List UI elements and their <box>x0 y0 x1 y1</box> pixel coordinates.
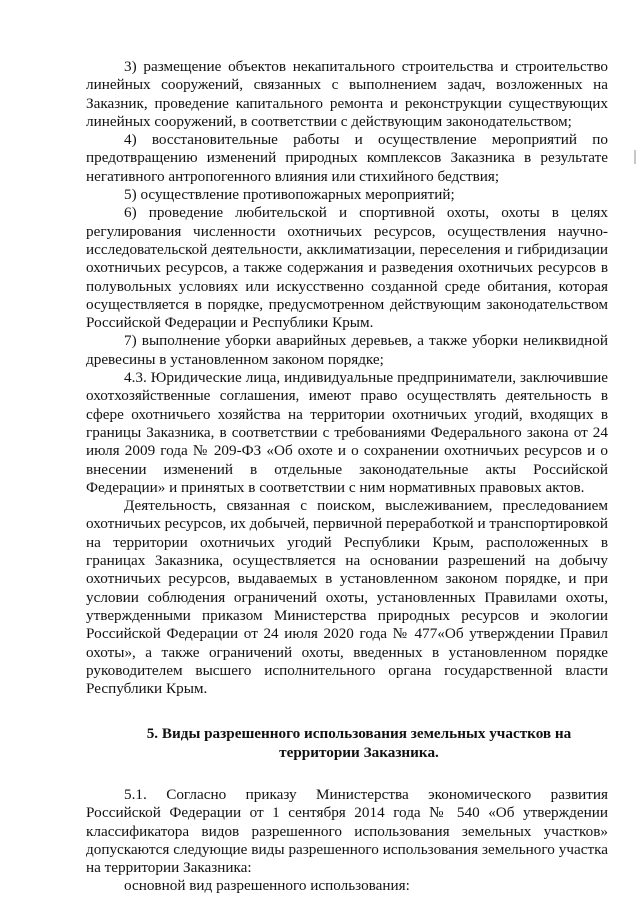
paragraph-hunting-activity: Деятельность, связанная с поиском, выслеживанием, преследованием охотничьих ресурсов, их добычей, первичной переработкой и транспортировкой на территории охотничьих угодий Республики Крым, расположенных в границах Заказника, осуществляется на основании разрешений на добычу охотничьих ресурсов, выдаваемых в установленном законом порядке, и при условии соблюдения ограничений охоты, установленных Правилами охоты, утвержденными приказом Министерства природных ресурсов и экологии Российской Федерации от 24 июля 2020 года № 477«Об утверждении Правил охоты», а также ограничений охоты, введенных в установленном порядке руководителем высшего исполнительного органа государственной власти Республики Крым. <box>86 497 608 698</box>
paragraph-5-1: 5.1. Согласно приказу Министерства экономического развития Российской Федерации от 1 сентября 2014 года № 540 «Об утверждении классификатора видов разрешенного использования земельных участков» допускаются следующие виды разрешенного использования земельного участка на территории Заказника: <box>86 785 608 877</box>
paragraph-item-5: 5) осуществление противопожарных мероприятий; <box>124 186 455 204</box>
paragraph-item-4: 4) восстановительные работы и осуществление мероприятий по предотвращению изменений природных комплексов Заказника в результате негативного антропогенного влияния или стихийного бедствия; <box>86 131 608 185</box>
paragraph-main-use: основной вид разрешенного использования: <box>124 877 410 895</box>
section-heading: 5. Виды разрешенного использования земельных участков на территории Заказника. <box>146 725 572 761</box>
paragraph-item-3: 3) размещение объектов некапитального строительства и строительство линейных сооружений, связанных с выполнением задач, возложенных на Заказник, проведение капитального ремонта и реконструкции существующих линейных сооружений, в соответствии с действующим законодательством; <box>86 58 608 130</box>
paragraph-4-3: 4.3. Юридические лица, индивидуальные предприниматели, заключившие охотхозяйственные соглашения, имеют право осуществлять деятельность в сфере охотничьего хозяйства на территории охотничьих угодий, входящих в границы Заказника, в соответствии с требованиями Федерального закона от 24 июля 2009 года № 209-ФЗ «Об охоте и о сохранении охотничьих ресурсов и о внесении изменений в отдельные законодательные акты Российской Федерации» и принятых в соответствии с ним нормативных правовых актов. <box>86 369 608 496</box>
paragraph-item-6: 6) проведение любительской и спортивной охоты, охоты в целях регулирования численности охотничьих ресурсов, осуществления научно-исследовательской деятельности, акклиматизации, переселения и гибридизации охотничьих ресурсов, а также содержания и разведения охотничьих ресурсов в полувольных условиях или искусственно созданной среде обитания, которая осуществляется в порядке, предусмотренном действующим законодательством Российской Федерации и Республики Крым. <box>86 204 608 332</box>
paragraph-item-7: 7) выполнение уборки аварийных деревьев, а также уборки неликвидной древесины в установленном законом порядке; <box>86 332 608 368</box>
margin-mark <box>634 150 636 164</box>
